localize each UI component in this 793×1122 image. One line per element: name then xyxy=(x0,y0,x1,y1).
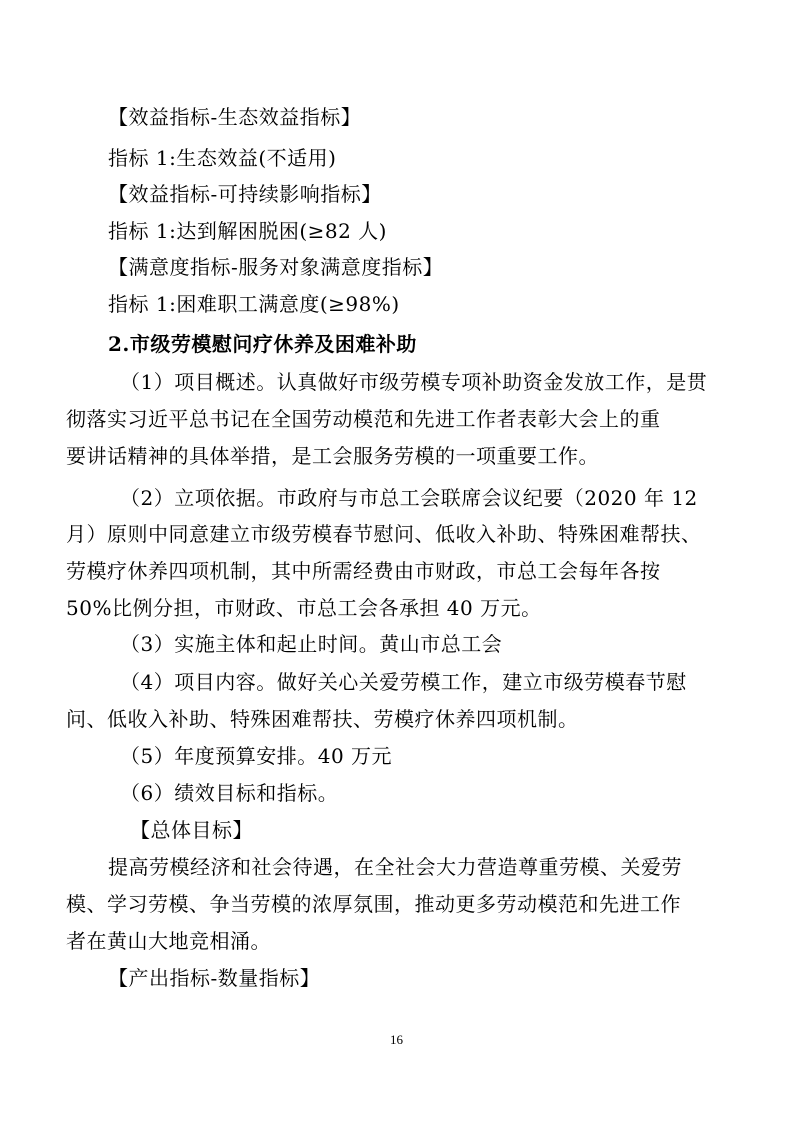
paragraph-overview-line-3: 要讲话精神的具体举措，是工会服务劳模的一项重要工作。 xyxy=(66,444,599,468)
page-number: 16 xyxy=(390,1032,403,1047)
paragraph-content-line-1: （4）项目内容。做好关心关爱劳模工作，建立市级劳模春节慰 xyxy=(120,670,687,694)
section-label-sustainable-impact: 【效益指标-可持续影响指标】 xyxy=(108,182,382,206)
paragraph-overview-line-1: （1）项目概述。认真做好市级劳模专项补助资金发放工作，是贯 xyxy=(120,370,708,394)
paragraph-implementation: （3）实施主体和起止时间。黄山市总工会 xyxy=(120,632,503,656)
paragraph-performance-goals: （6）绩效目标和指标。 xyxy=(120,781,339,805)
section-label-satisfaction: 【满意度指标-服务对象满意度指标】 xyxy=(108,255,444,279)
paragraph-basis-line-2: 月）原则中同意建立市级劳模春节慰问、低收入补助、特殊困难帮扶、 xyxy=(66,522,702,546)
paragraph-content-line-2: 问、低收入补助、特殊困难帮扶、劳模疗休养四项机制。 xyxy=(66,707,579,731)
paragraph-basis-line-3: 劳模疗休养四项机制，其中所需经费由市财政，市总工会每年各按 xyxy=(66,559,661,583)
paragraph-budget: （5）年度预算安排。40 万元 xyxy=(120,744,393,768)
section-label-eco-benefit: 【效益指标-生态效益指标】 xyxy=(108,105,362,129)
indicator-poverty-relief: 指标 1:达到解困脱困(≥82 人) xyxy=(108,219,387,243)
paragraph-basis-line-4: 50%比例分担，市财政、市总工会各承担 40 万元。 xyxy=(66,596,542,620)
section-heading: 2.市级劳模慰问疗休养及困难补助 xyxy=(108,332,417,356)
paragraph-overview-line-2: 彻落实习近平总书记在全国劳动模范和先进工作者表彰大会上的重 xyxy=(66,407,661,431)
indicator-eco-benefit: 指标 1:生态效益(不适用) xyxy=(108,146,337,170)
paragraph-overall-goal-line-1: 提高劳模经济和社会待遇，在全社会大力营造尊重劳模、关爱劳 xyxy=(108,855,682,879)
section-label-output-quantity: 【产出指标-数量指标】 xyxy=(108,966,321,990)
section-label-overall-goal: 【总体目标】 xyxy=(130,818,253,842)
paragraph-overall-goal-line-2: 模、学习劳模、争当劳模的浓厚氛围，推动更多劳动模范和先进工作 xyxy=(66,892,681,916)
paragraph-basis-line-1: （2）立项依据。市政府与市总工会联席会议纪要（2020 年 12 xyxy=(120,486,698,510)
paragraph-overall-goal-line-3: 者在黄山大地竞相涌。 xyxy=(66,929,271,953)
indicator-satisfaction: 指标 1:困难职工满意度(≥98%) xyxy=(108,292,400,316)
